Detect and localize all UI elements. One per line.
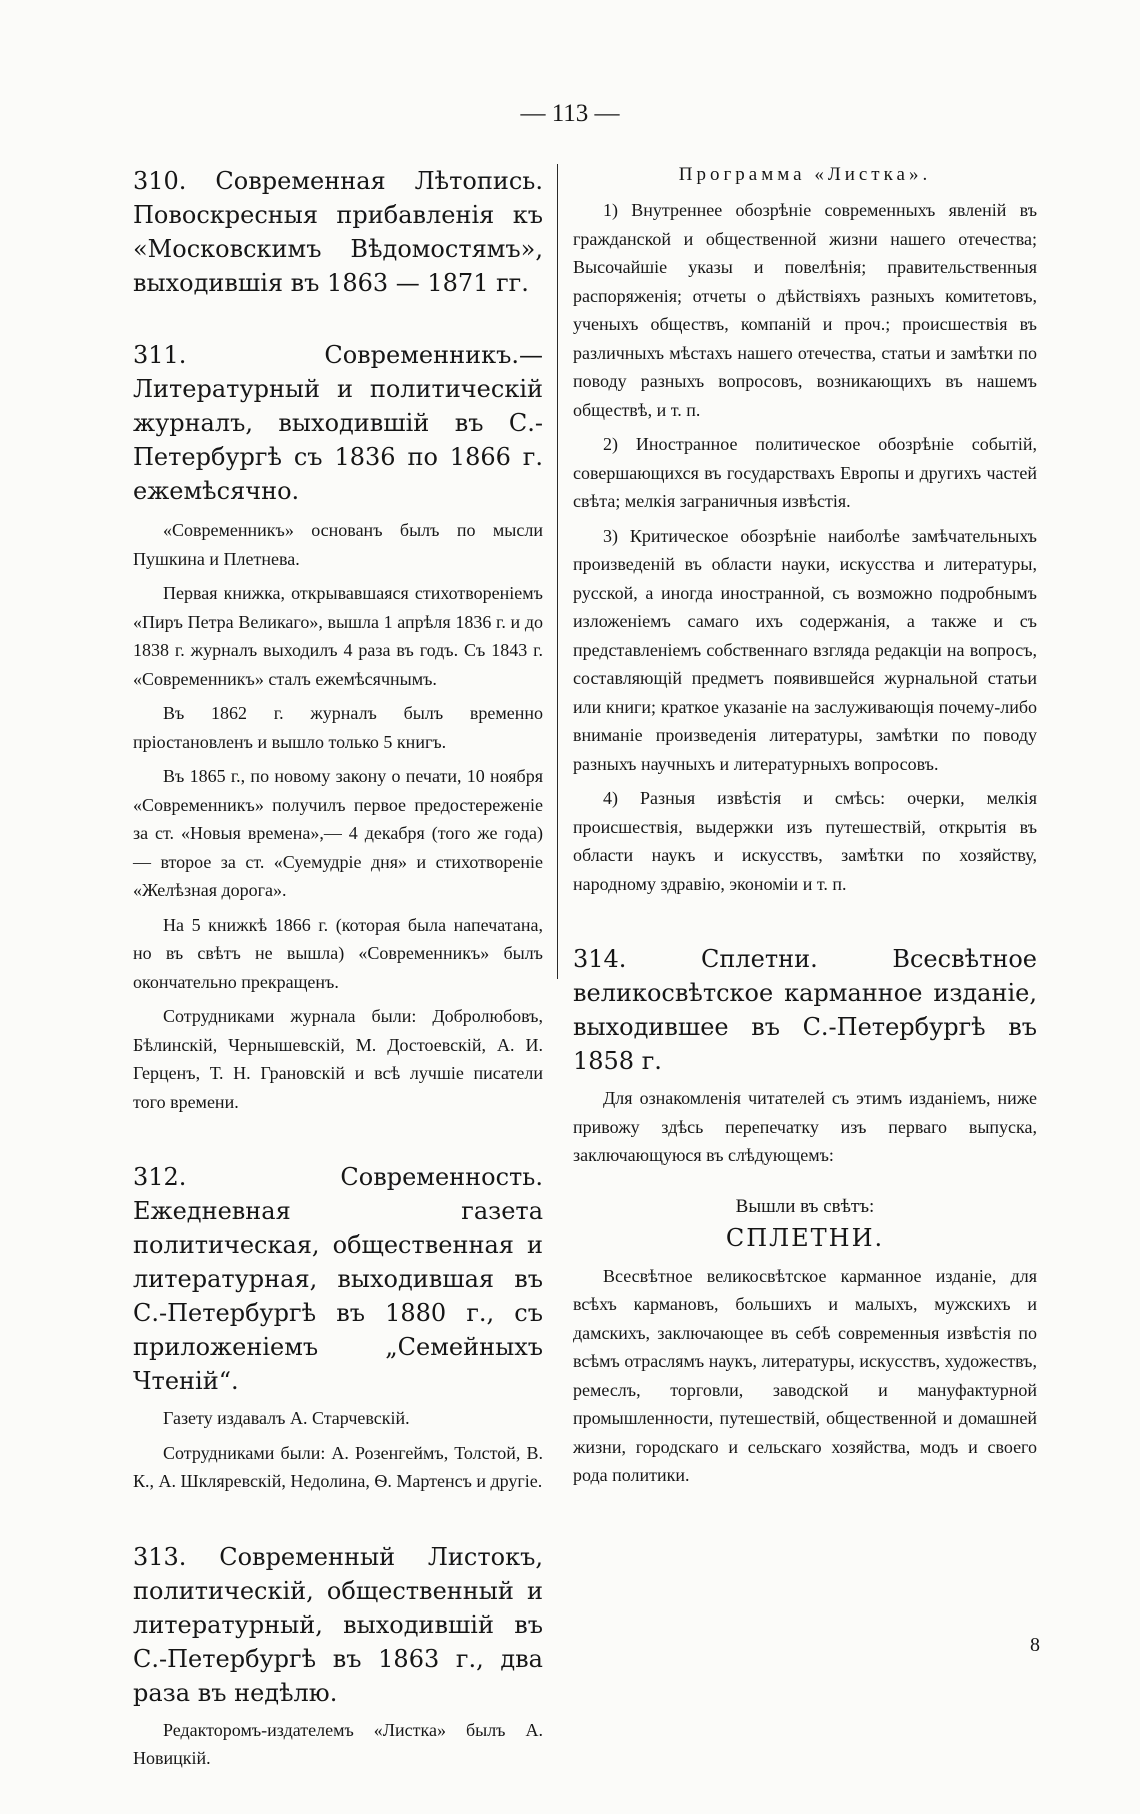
entry-311-paragraph-1: «Современникъ» основанъ былъ по мысли Пушкина и Плетнева. xyxy=(133,520,543,569)
entry-314-paragraph-1: Для ознакомленія читателей съ этимъ изданіемъ, ниже привожу здѣсь перепечатку изъ перваго выпуска, заключающуюся въ слѣдующемъ: xyxy=(573,1088,1037,1165)
entry-310-heading: 310. Современная Лѣтопись. Повоскресныя прибавленія къ «Московскимъ Вѣдомостямъ», выходившія въ 1863 — 1871 гг. xyxy=(133,167,543,297)
entry-314-paragraph-2: Всесвѣтное великосвѣтское карманное изданіе, для всѣхъ кармановъ, большихъ и малыхъ, мужскихъ и дамскихъ, заключающее въ себѣ современныя извѣстія по всѣмъ отраслямъ наукъ, литературы, искусствъ, художествъ, ремеслъ, торговли, заводской и мануфактурной промышленности, путешествій, общественной и домашней жизни, городскаго и сельскаго хозяйства, модъ и своего рода политики. xyxy=(573,1265,1037,1485)
spletni-title: СПЛЕТНИ. xyxy=(725,1223,885,1252)
column-divider xyxy=(557,164,558,979)
entry-313-paragraph-1: Редакторомъ-издателемъ «Листка» былъ А. Новицкій. xyxy=(133,1719,543,1768)
program-item-2: 2) Иностранное политическое обозрѣніе событій, совершающихся въ государствахъ Европы и другихъ частей свѣта; мелкія заграничныя извѣстія. xyxy=(573,434,1037,511)
right-column xyxy=(573,164,1037,1496)
published-line: Вышли въ свѣтъ: xyxy=(735,1195,875,1217)
program-item-3: 3) Критическое обозрѣніе наиболѣе замѣчательныхъ произведеній въ области науки, искусства и литературы, русской, а иногда иностранной, съ возможно подробнымъ изложеніемъ самаго ихъ содержанія, а также и съ представленіемъ собственнаго взгляда редакціи на вопросъ, составляющій предметъ появившейся журнальной статьи или книги; краткое указаніе на заслуживающія почему-либо вниманіе произведенія литературы, замѣтки по поводу разныхъ научныхъ и литературныхъ вопросовъ. xyxy=(573,525,1037,774)
entry-314-heading: 314. Сплетни. Всесвѣтное великосвѣтское карманное изданіе, выходившее въ С.-Петербургѣ въ 1858 г. xyxy=(573,945,1037,1075)
entry-311-paragraph-3: Въ 1862 г. журналъ былъ временно пріостановленъ и вышло только 5 книгъ. xyxy=(133,703,543,752)
entry-312-paragraph-2: Сотрудниками были: А. Розенгеймъ, Толстой, В. К., А. Шкляревскій, Недолина, Ѳ. Мартенсъ и другіе. xyxy=(133,1442,543,1491)
signature-mark: 8 xyxy=(1030,1634,1040,1656)
page-number: — 113 — xyxy=(520,100,620,127)
entry-311-paragraph-4: Въ 1865 г., по новому закону о печати, 10 ноября «Современникъ» получилъ первое предостереженіе за ст. «Новыя времена»,— 4 декабря (того же года) — второе за ст. «Суемудріе дня» и стихотвореніе «Желѣзная дорога». xyxy=(133,766,543,900)
entry-312-heading: 312. Современность. Ежедневная газета политическая, общественная и литературная, выходившая въ С.-Петербургѣ въ 1880 г., съ приложеніемъ „Семейныхъ Чтеній“. xyxy=(133,1163,543,1395)
program-title: Программа «Листка». xyxy=(678,164,932,185)
entry-311-heading: 311. Современникъ.—Литературный и политическій журналъ, выходившій въ С.-Петербургѣ съ 1836 по 1866 г. ежемѣсячно. xyxy=(133,341,543,505)
program-item-1: 1) Внутреннее обозрѣніе современныхъ явленій въ гражданской и общественной жизни нашего отечества; Высочайшіе указы и повелѣнія; правительственныя распоряженія; отчеты о дѣйствіяхъ разныхъ комитетовъ, ученыхъ обществъ, компаній и проч.; происшествія въ различныхъ мѣстахъ нашего отечества, статьи и замѣтки по поводу разныхъ вопросовъ, возникающихъ въ нашемъ обществѣ, и т. п. xyxy=(573,200,1037,420)
left-column xyxy=(133,164,543,1779)
entry-311-paragraph-2: Первая книжка, открывавшаяся стихотвореніемъ «Пиръ Петра Великаго», вышла 1 апрѣля 1836 г. и до 1838 г. журналъ выходилъ 4 раза въ годъ. Съ 1843 г. «Современникъ» сталъ ежемѣсячнымъ. xyxy=(133,583,543,689)
program-item-4: 4) Разныя извѣстія и смѣсь: очерки, мелкія происшествія, выдержки изъ путешествій, открытія въ области наукъ и искусствъ, замѣтки по хозяйству, народному здравію, экономіи и т. п. xyxy=(573,788,1037,894)
entry-311-paragraph-5: На 5 книжкѣ 1866 г. (которая была напечатана, но въ свѣтъ не вышла) «Современникъ» былъ окончательно прекращенъ. xyxy=(133,914,543,992)
entry-311-paragraph-6: Сотрудниками журнала были: Добролюбовъ, Бѣлинскій, Чернышевскій, М. Достоевскій, А. И. Герценъ, Т. Н. Грановскій и всѣ лучшіе писатели того времени. xyxy=(133,1006,543,1112)
entry-312-paragraph-1: Газету издавалъ А. Старчевскій. xyxy=(163,1408,410,1428)
entry-313-heading: 313. Современный Листокъ, политическій, общественный и литературный, выходившій въ С.-Петербургѣ въ 1863 г., два раза въ недѣлю. xyxy=(133,1542,543,1707)
